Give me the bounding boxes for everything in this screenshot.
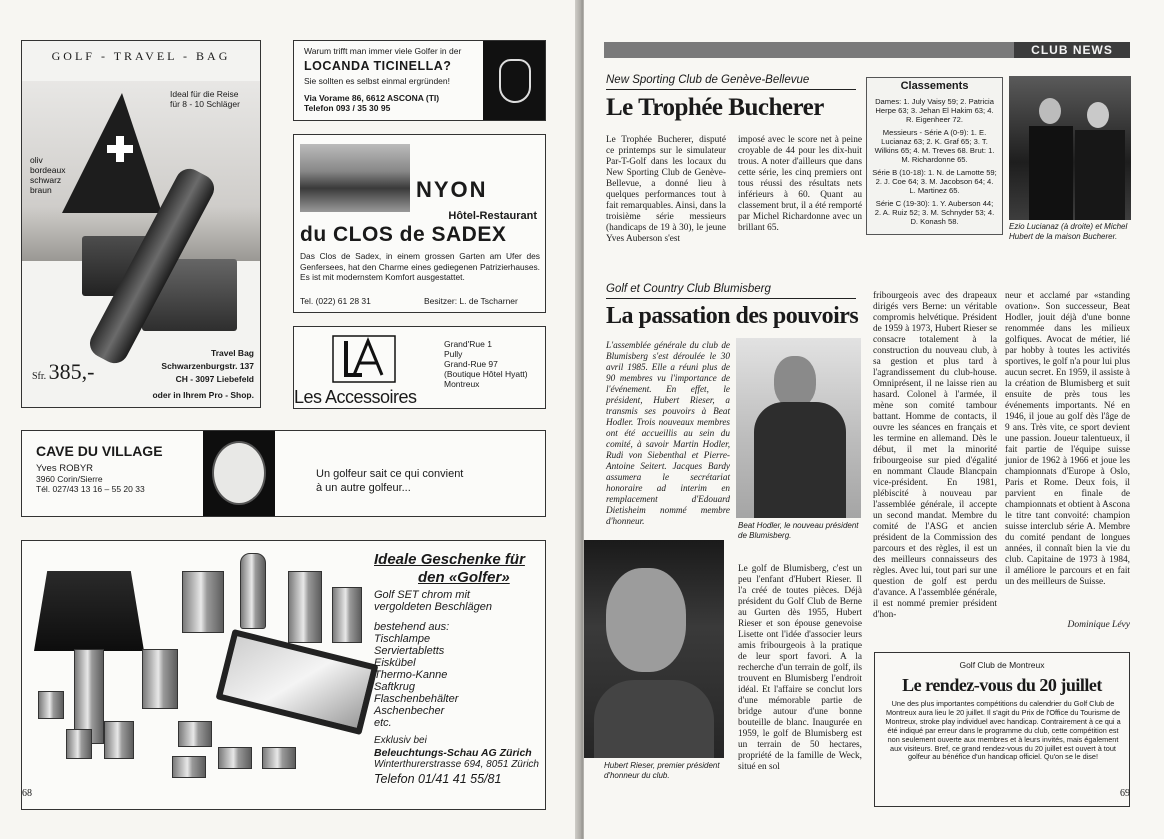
article1-col1: Le Trophée Bucherer, disputé ce printemps sur le simulateur Par-T-Golf dans les locaux du New Sporting Club de Genève-Bellevue, a donné lieu à quelques performances tout à fait remarquables. Ainsi, dans la troisième série messieurs (handicaps de 19 à 30), le jeune Yves Auberson s'est: [606, 135, 726, 244]
jug-logo-icon: [483, 41, 545, 121]
bag-shop-name: Travel Bag: [211, 348, 254, 358]
gift-sub-1: Golf SET chrom mit: [374, 589, 470, 601]
nyon-hotel-label: Hôtel-Restaurant: [448, 210, 537, 222]
ashtray-image: [38, 691, 64, 719]
cave-city: 3960 Corin/Sierre: [36, 474, 103, 484]
beat-hodler-photo: [736, 338, 861, 518]
classement-serie-c: Série C (19-30): 1. Y. Auberson 44; 2. A. Ruiz 52; 3. M. Schnyder 53; 4. D. Konash 58.: [874, 199, 995, 226]
travel-bag-ad: [21, 40, 261, 408]
article2-kicker: Golf et Country Club Blumisberg: [606, 283, 771, 295]
nyon-city: NYON: [416, 177, 488, 202]
bag-address: [150, 347, 254, 402]
page-number-right: 69: [1120, 788, 1130, 799]
gift-item: Thermo-Kanne: [374, 669, 448, 681]
article2-col-b: Le golf de Blumisberg, c'est un peu l'enfant d'Hubert Rieser. Il l'a créé de toutes pièces. Déjà président du Golf Club de Berne au Gurten dès 1955, Hubert Rieser et son épouse genevoise Lisette ont l'idée d'associer leurs amis fribourgeois à la pratique de leur sport favori. A la recherche d'un terrain de golf, ils trouvent en Blumisberg l'endroit idéal. Et l'affaire se conclut lors d'une mémorable partie de bridge autour d'une bonne bouteille de blanc. Inaugurée en 1959, le golf de Blumisberg est un terrain de 50 hectares, propriété de la famille de Weck, situé en sol: [738, 564, 862, 772]
nyon-phone: Tel. (022) 61 28 31: [300, 296, 371, 306]
gift-address: Winterthurerstrasse 694, 8051 Zürich: [374, 759, 539, 770]
article2-col-d: neur et acclamé par «standing ovation». Son successeur, Beat Hodler, jouit déjà d'une bonne renommée dans les milieux golfiques. Avocat de métier, lié par hobby à toutes les activités sportives, le golf n'a pour lui plus aucun secret. En 1959, il assiste à la création de Blumisberg et suit ensuite de près tous les événements importants. Né en 1946, il joue au golf dès l'âge de 9 ans. Très vite, ce sport devient une passion. Joueur talentueux, il fait partie de l'équipe suisse junior de 1962 à 1966 et joue les championnats d'Europe à Oslo, Paris et Rome. Deux fois, il parvient en finale de championnats et obtient à Ascona le titre tant convoité: champion suisse interclub série A. Membre du comité pendant de longues années, il connaît bien la vie du club. Capitaine de 1973 à 1984, il améliore le parcours et en fait un des meilleurs de Suisse.: [1005, 291, 1130, 587]
gift-phone: Telefon 01/41 41 55/81: [374, 772, 502, 786]
bag-ad-title: GOLF - TRAVEL - BAG: [51, 49, 231, 63]
hodler-caption: Beat Hodler, le nouveau président de Blumisberg.: [738, 521, 859, 540]
bag-city: CH - 3097 Liebefeld: [175, 374, 254, 384]
article3-body: Une des plus importantes compétitions du calendrier du Golf Club de Montreux aura lieu le 20 juillet. Il s'agit du Prix de l'Office du Tourisme de Montreux, stroke play individuel avec handicap. Contrairement à ce qui a été indiqué par erreur dans le programme du club, cette compétition est non seulement ouverte aux membres et à leurs invités, mais également aux visiteurs. Bref, ce grand rendez-vous du 20 juillet est ouvert à tout golfeur au bénéfice d'un handicap officiel. Qu'on se le dise!: [885, 699, 1121, 762]
bag-price: [32, 359, 95, 385]
container-image: [142, 649, 178, 709]
cave-phone: Tél. 027/43 13 16 – 55 20 33: [36, 484, 145, 494]
bag-color: oliv: [30, 155, 43, 165]
small-tray-image: [178, 721, 212, 747]
gift-consists-of: bestehend aus:: [374, 621, 450, 633]
bucherer-caption: Ezio Lucianaz (à droite) et Michel Hubert de la maison Bucherer.: [1009, 222, 1128, 241]
address-line: Pully: [444, 349, 463, 359]
ashtray-image: [66, 729, 92, 759]
la-logo-icon: [332, 335, 396, 383]
gift-headline: [374, 551, 544, 587]
article1-rule: [606, 89, 856, 90]
address-line: Grand'Rue 1: [444, 339, 492, 349]
article1-headline: Le Trophée Bucherer: [606, 94, 824, 121]
gift-item: Aschenbecher: [374, 705, 445, 717]
address-line: Montreux: [444, 379, 480, 389]
locanda-sub: Sie sollten es selbst einmal ergründen!: [304, 76, 450, 86]
article2-rule: [606, 298, 856, 299]
left-page: [0, 0, 580, 839]
club-news-tag: CLUB NEWS: [1014, 42, 1130, 58]
article1-kicker: New Sporting Club de Genève-Bellevue: [606, 74, 810, 86]
gift-shop: Beleuchtungs-Schau AG Zürich: [374, 747, 532, 759]
ice-bucket-image: [182, 571, 224, 633]
small-tray-image: [218, 747, 252, 769]
gift-text: [374, 589, 539, 785]
bag-tagline: [170, 89, 240, 109]
swiss-cross-icon: [107, 136, 133, 162]
article2-col-c: fribourgeois avec des drapeaux dirigés vers Berne: un véritable compromis helvétique. Président de 1959 à 1973, Hubert Rieser se consacre totalement à la construction du nouveau club, à sa gestion et plus tard à l'agrandissement du club-house. Omniprésent, il ne laisse rien au hasard. Colonel à l'armée, il mène son comité tambour battant. Homme de contacts, il ouvre les séances en français et les termine en allemand. Dès le début, il met la minorité fribourgeoise sur pied d'égalité en nommant Claude Blancpain vice-président. En 1981, plébiscité à nouveau par l'assemblée générale, il accepte un second mandat. Membre du comité de l'ASG et ancien président de la Commission des parcours et des règles, il est un des meilleurs connaisseurs des règles. Avec lui, tout pari sur une question de golf est perdu d'avance. A l'assemblée générale, il est nommé premier président d'hon-: [873, 291, 997, 620]
classement-dames: Dames: 1. July Vaisy 59; 2. Patricia Herpe 63; 3. Jehan El Hakim 63; 4. R. Eigenheer 72.: [875, 97, 994, 124]
nyon-owner: Besitzer: L. de Tscharner: [424, 296, 518, 306]
small-tray-image: [262, 747, 296, 769]
cave-slogan-2: à un autre golfeur...: [316, 482, 411, 494]
classement-serie-a: Messieurs - Série A (0-9): 1. E. Lucianaz 63; 2. K. Graf 65; 3. T. Wilkins 65; 4. M. Treves 68. Brut: 1. M. Richardonne 65.: [874, 128, 995, 164]
locanda-question: Warum trifft man immer viele Golfer in der: [304, 46, 462, 56]
right-page: [584, 0, 1164, 839]
nyon-hotel-name: du CLOS de SADEX: [300, 223, 507, 246]
classements-box: [866, 77, 1003, 235]
nyon-description: Das Clos de Sadex, in einem grossen Garten am Ufer des Genfersees, hat den Charme eines gediegenen Patrizierhauses. Es ist mit modernstem Komfort ausgestattet.: [300, 251, 540, 282]
small-tray-image: [172, 756, 206, 778]
hotel-photo: [300, 144, 410, 212]
bag-colors: [30, 155, 65, 195]
bag-color: bordeaux: [30, 165, 66, 175]
price-value: 385,-: [48, 359, 95, 384]
cave-du-village-ad: [21, 430, 546, 517]
bag-street: Schwarzenburgstr. 137: [161, 361, 254, 371]
price-prefix: Sfr.: [32, 371, 47, 382]
bottle-holder-image: [332, 587, 362, 643]
bag-tagline-1: Ideal für die Reise: [170, 89, 239, 99]
cave-owner: Yves ROBYR: [36, 463, 94, 474]
thermos-image: [240, 553, 266, 629]
cave-slogan-1: Un golfeur sait ce qui convient: [316, 468, 464, 480]
locanda-name: LOCANDA TICINELLA?: [304, 59, 452, 73]
locanda-phone: Telefon 093 / 35 30 95: [304, 103, 391, 113]
gift-headline-1: Ideale Geschenke für: [374, 551, 525, 568]
serving-tray-image: [216, 629, 379, 735]
gift-item: Flaschenbehälter: [374, 693, 459, 705]
gift-item: Serviertabletts: [374, 645, 445, 657]
bucherer-photo: [1009, 76, 1131, 220]
bag-tagline-2: für 8 - 10 Schläger: [170, 99, 240, 109]
classement-serie-b: Série B (10-18): 1. N. de Lamotte 59; 2. J. Coe 64; 3. M. Jacobson 64; 4. L. Martinez 65.: [872, 168, 997, 195]
accessoires-addresses: [444, 339, 528, 389]
hubert-rieser-photo: [584, 540, 724, 758]
gift-item: etc.: [374, 717, 392, 729]
gift-sub-2: vergoldeten Beschlägen: [374, 601, 493, 613]
ashtray-image: [104, 721, 134, 759]
cave-slogan: [316, 467, 463, 495]
table-lamp-image: [34, 571, 144, 651]
article2-intro: L'assemblée générale du club de Blumisberg s'est déroulée le 30 avril 1985. Elle a réuni plus de 90 membres vu l'importance de l'événement. En effet, le président, Hubert Rieser, a transmis ses pouvoirs à Beat Hodler. Trois nouveaux membres ont été accueillis au sein du comité, à savoir Martin Hodler, Rudi von Siebenthal et Pierre-Antoine Seitert. Jacques Bardy assumera le secrétariat honoraire ad interim en remplacement d'Edouard Dietisheim nommé membre d'honneur.: [606, 340, 730, 526]
rendez-vous-box: [874, 652, 1130, 807]
gift-exclusive: Exklusiv bei: [374, 735, 427, 746]
page-number-left: 68: [22, 788, 32, 799]
gift-item: Tischlampe: [374, 633, 431, 645]
article3-kicker: Golf Club de Montreux: [959, 660, 1045, 670]
locanda-address: Via Vorame 86, 6612 ASCONA (TI): [304, 93, 440, 103]
accessoires-brand: Les Accessoires: [294, 387, 417, 407]
golf-gifts-ad: [21, 540, 546, 810]
gift-headline-2: den «Golfer»: [418, 569, 510, 586]
article2-headline: La passation des pouvoirs: [606, 303, 859, 329]
rieser-caption: Hubert Rieser, premier président d'honneur du club.: [604, 761, 720, 780]
address-line: (Boutique Hôtel Hyatt): [444, 369, 528, 379]
classements-title: Classements: [900, 80, 969, 92]
bag-note: oder in Ihrem Pro - Shop.: [152, 390, 254, 400]
article3-headline: Le rendez-vous du 20 juillet: [902, 675, 1102, 695]
les-accessoires-ad: [293, 326, 546, 409]
article2-author: Dominique Lévy: [1067, 620, 1130, 630]
cave-emblem-icon: [203, 431, 275, 516]
gift-item: Eiskübel: [374, 657, 416, 669]
address-line: Grand-Rue 97: [444, 359, 498, 369]
cave-name: CAVE DU VILLAGE: [36, 443, 163, 459]
bag-color: schwarz: [30, 175, 62, 185]
article1-col2: imposé avec le score net à peine croyable de 44 pour les dix-huit trous. A noter d'ailleurs que dans cette série, les cinq premiers ont tous réussi des résultats nets inférieurs à 60. Quant au classement brut, il a été remporté par Michel Richardonne avec un brillant 65.: [738, 135, 862, 233]
clos-de-sadex-ad: [293, 134, 546, 313]
locanda-ticinella-ad: [293, 40, 546, 121]
gift-item: Saftkrug: [374, 681, 415, 693]
bag-color: braun: [30, 185, 52, 195]
juice-jug-image: [288, 571, 322, 643]
